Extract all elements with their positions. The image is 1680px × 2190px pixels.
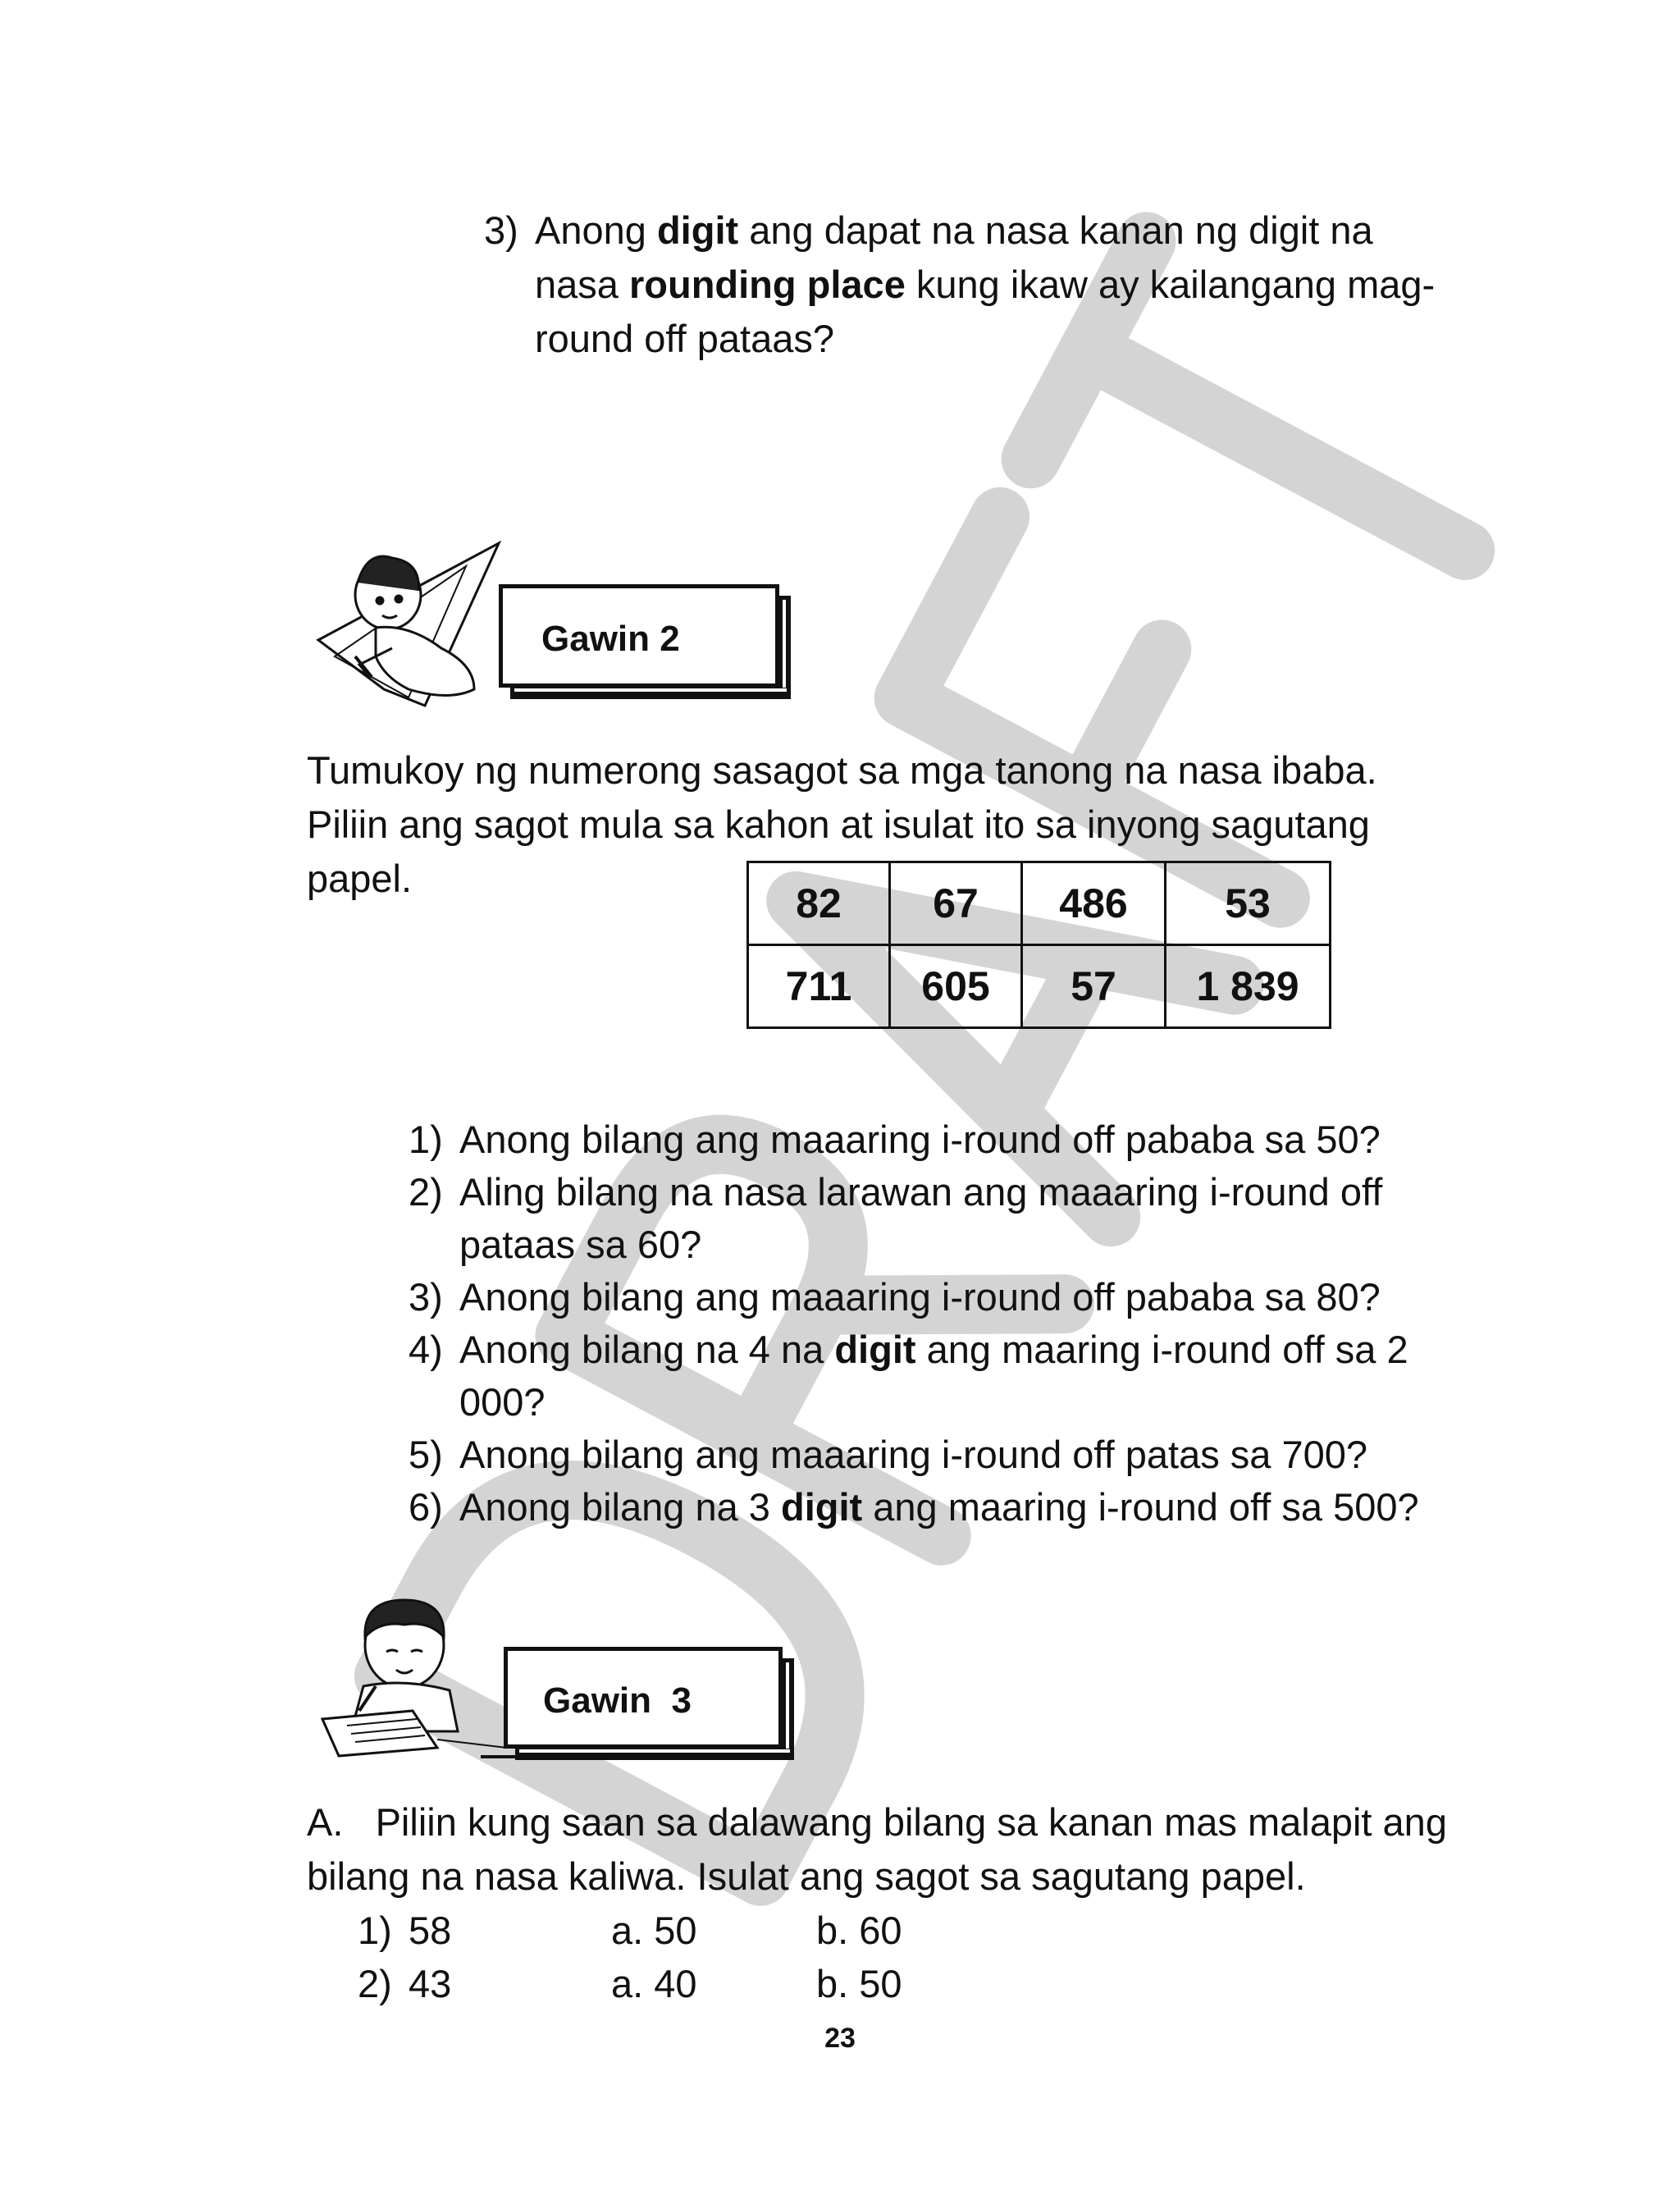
gawin-2-banner: [499, 584, 791, 699]
boy-writing-illustration: [314, 1588, 511, 1760]
table-row: [748, 945, 1331, 1028]
exercise-item-1-choice-b: b. 60: [816, 1909, 902, 1952]
table-cell: 711: [748, 945, 890, 1028]
gawin-3-instruction-line2: bilang na nasa kaliwa. Isulat ang sagot sa sagutang papel.: [307, 1854, 1306, 1898]
table-cell: 1 839: [1166, 945, 1331, 1028]
gawin-2-instruction-line3: papel.: [307, 857, 413, 900]
gawin-2-instruction-line1: Tumukoy ng numerong sasagot sa mga tanong na nasa ibaba.: [307, 748, 1377, 792]
gawin-3-banner: [504, 1647, 794, 1760]
question-6: 6) Anong bilang na 3 digit ang maaring i-round off sa 500?: [409, 1485, 1419, 1529]
exercise-item-2-choice-b: b. 50: [816, 1962, 902, 2005]
intro-question-line2: nasa rounding place kung ikaw ay kailangang mag-: [535, 263, 1436, 306]
gawin-2-instruction-line2: Piliin ang sagot mula sa kahon at isulat ito sa inyong sagutang: [307, 802, 1370, 846]
girl-writing-illustration: [310, 533, 515, 710]
intro-question-line3: round off pataas?: [535, 317, 834, 360]
question-1: 1) Anong bilang ang maaaring i-round off pababa sa 50?: [409, 1118, 1381, 1161]
intro-question: 3) Anong digit ang dapat na nasa kanan ng digit na: [484, 203, 1373, 258]
table-cell: 53: [1166, 862, 1331, 945]
question-4-line2: 000?: [459, 1380, 546, 1424]
gawin-3-title: Gawin 3: [543, 1680, 692, 1721]
exercise-item-1: 1) 58: [358, 1909, 452, 1952]
table-cell: 605: [890, 945, 1022, 1028]
table-row: [748, 862, 1331, 945]
table-cell: 67: [890, 862, 1022, 945]
number-choices-table: [746, 861, 1331, 1029]
page-number: 23: [824, 2023, 856, 2054]
gawin-2-title: Gawin 2: [541, 619, 680, 659]
question-3: 3) Anong bilang ang maaaring i-round off pababa sa 80?: [409, 1275, 1381, 1319]
exercise-item-1-choice-a: a. 50: [611, 1909, 697, 1952]
question-4: 4) Anong bilang na 4 na digit ang maaring i-round off sa 2: [409, 1328, 1408, 1371]
table-cell: 57: [1022, 945, 1166, 1028]
table-cell: 82: [748, 862, 890, 945]
table-cell: 486: [1022, 862, 1166, 945]
question-2-line2: pataas sa 60?: [459, 1223, 702, 1266]
gawin-3-banner-underline: [481, 1755, 530, 1758]
question-5: 5) Anong bilang ang maaaring i-round off patas sa 700?: [409, 1433, 1368, 1476]
gawin-3-instruction-line1: A. Piliin kung saan sa dalawang bilang sa kanan mas malapit ang: [307, 1800, 1447, 1844]
exercise-item-2: 2) 43: [358, 1962, 452, 2005]
question-2: 2) Aling bilang na nasa larawan ang maaaring i-round off: [409, 1170, 1383, 1214]
question-number: 3): [484, 208, 518, 252]
exercise-item-2-choice-a: a. 40: [611, 1962, 697, 2005]
